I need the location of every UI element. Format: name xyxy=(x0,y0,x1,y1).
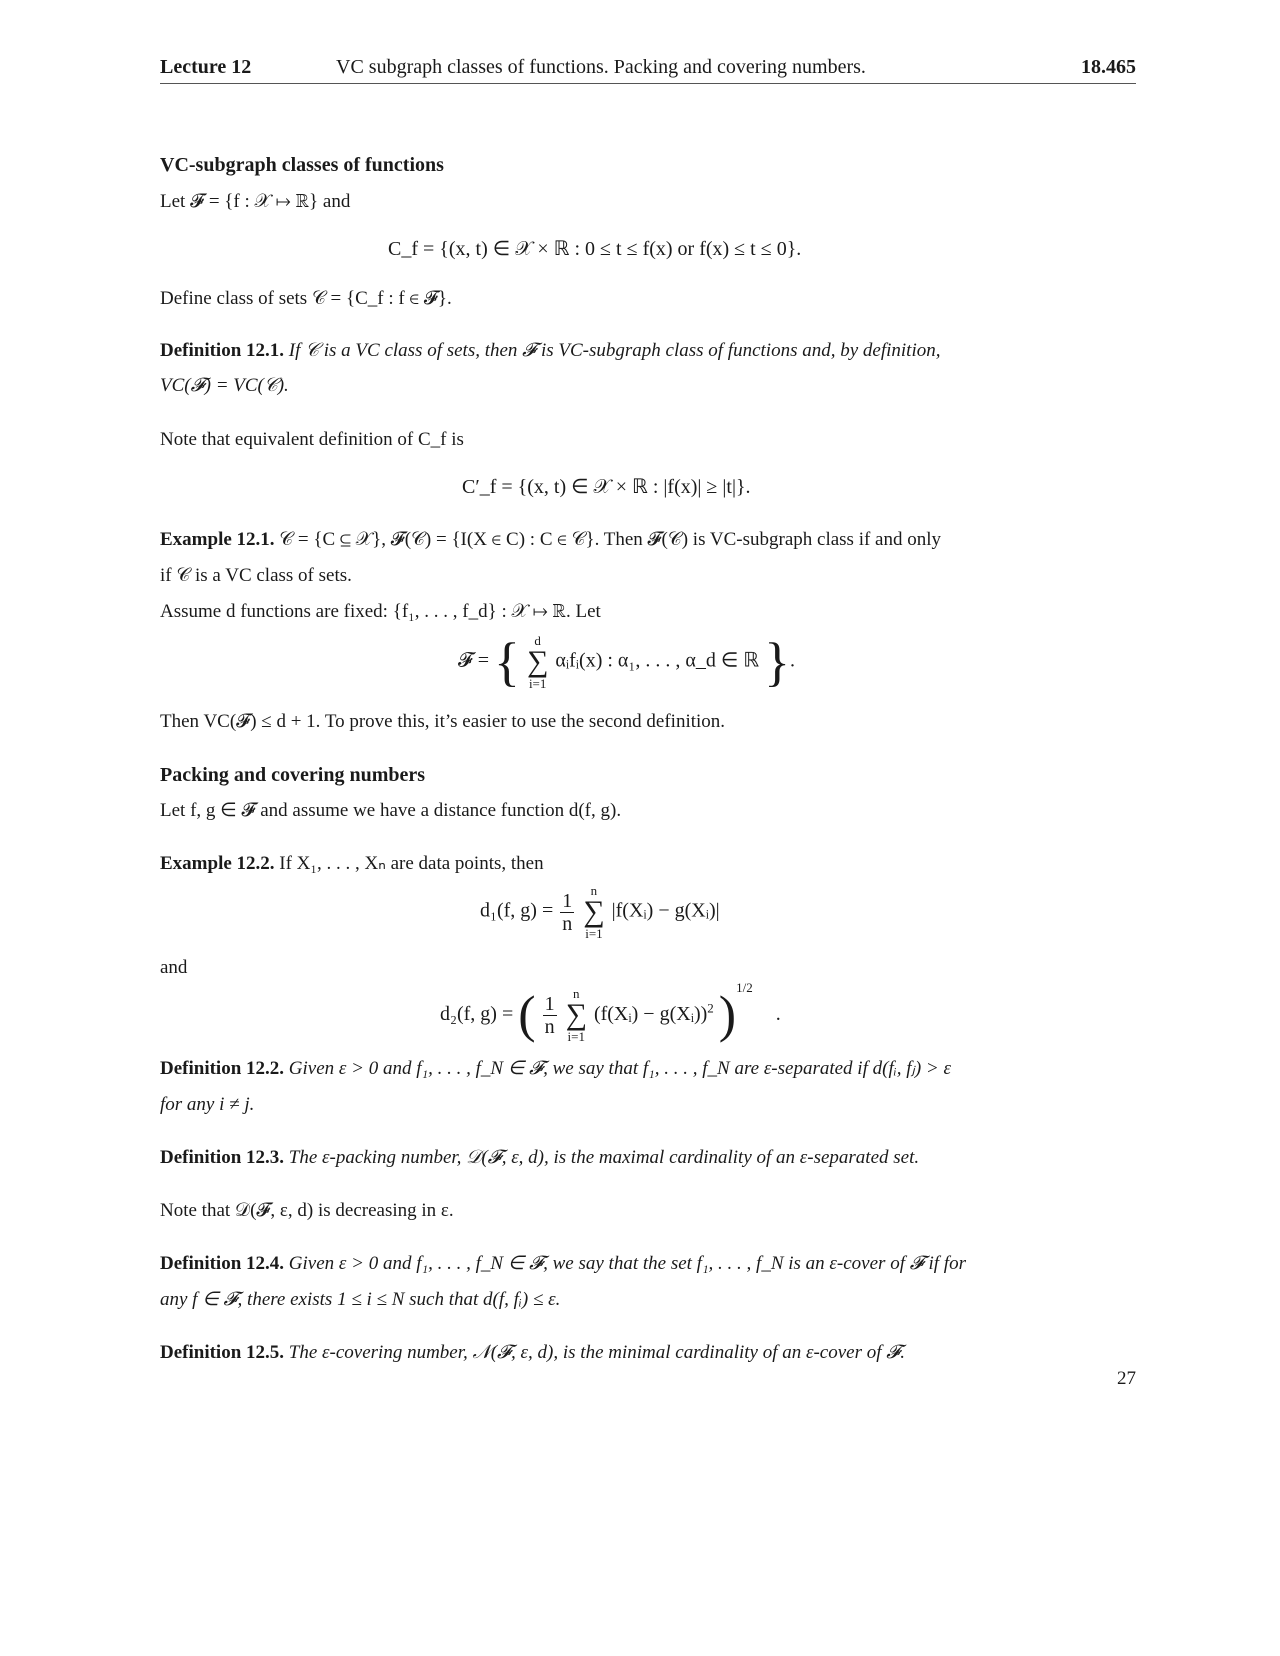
summation-symbol xyxy=(583,884,604,940)
definition-12-1-line1 xyxy=(160,338,940,364)
definition-12-1-label: Definition 12.1. xyxy=(160,340,285,361)
sum-upper-limit: n xyxy=(590,883,598,898)
example-12-2 xyxy=(160,851,544,877)
equation-d2 xyxy=(440,980,781,1043)
section-title-vc-subgraph: VC-subgraph classes of functions xyxy=(160,154,444,176)
definition-12-5-text: The ε-covering number, 𝒩(𝓕, ε, d), is the minimal cardinality of an ε-cover of 𝓕. xyxy=(288,1342,906,1363)
definition-12-4-line1 xyxy=(160,1251,966,1277)
definition-12-2-text: Given ε > 0 and f₁, . . . , f_N ∈ 𝓕, we say that f₁, . . . , f_N are ε-separated if d(fᵢ, fⱼ) > ε xyxy=(288,1058,951,1079)
summation-symbol xyxy=(527,634,548,690)
sum-upper-limit: d xyxy=(534,633,541,648)
fraction-1-over-n xyxy=(560,890,574,935)
square-exponent: 2 xyxy=(707,1000,714,1016)
paragraph-distance-function: Let f, g ∈ 𝓕 and assume we have a distance function d(f, g). xyxy=(160,800,622,821)
definition-12-2-line2: for any i ≠ j. xyxy=(160,1094,255,1115)
equation-period: . xyxy=(775,1003,781,1025)
paragraph-let-F: Let 𝓕 = {f : 𝒳 ↦ ℝ} and xyxy=(160,191,351,212)
sum-lower-limit: i=1 xyxy=(585,926,603,941)
definition-12-3-label: Definition 12.3. xyxy=(160,1147,285,1168)
sigma-glyph: ∑ xyxy=(526,645,549,678)
definition-12-1-text: If 𝒞 is a VC class of sets, then 𝓕 is VC-subgraph class of functions and, by definition, xyxy=(288,340,941,361)
word-and: and xyxy=(160,957,188,978)
definition-12-5 xyxy=(160,1340,905,1366)
fraction-numerator: 1 xyxy=(562,889,573,912)
example-12-1-line1 xyxy=(160,527,941,553)
definition-12-5-label: Definition 12.5. xyxy=(160,1342,285,1363)
equation-F-body: αᵢfᵢ(x) : α₁, . . . , α_d ∈ ℝ xyxy=(555,649,760,672)
definition-12-4-text: Given ε > 0 and f₁, . . . , f_N ∈ 𝓕, we say that the set f₁, . . . , f_N is an ε-cover of 𝓕 if for xyxy=(288,1253,966,1274)
definition-12-4-line2: any f ∈ 𝓕, there exists 1 ≤ i ≤ N such that d(f, fᵢ) ≤ ε. xyxy=(160,1289,561,1310)
half-exponent: 1/2 xyxy=(736,980,753,995)
fraction-denominator: n xyxy=(562,912,573,935)
example-12-2-label: Example 12.2. xyxy=(160,853,275,874)
equation-d1-body: |f(Xᵢ) − g(Xᵢ)| xyxy=(611,899,720,922)
sum-lower-limit: i=1 xyxy=(567,1029,585,1045)
paragraph-decreasing: Note that 𝒟(𝓕, ε, d) is decreasing in ε. xyxy=(160,1200,454,1221)
left-paren: ( xyxy=(518,986,536,1044)
example-12-1-line2: if 𝒞 is a VC class of sets. xyxy=(160,565,352,586)
example-12-1-text: 𝒞 = {C ⊆ 𝒳}, 𝓕(𝒞) = {I(X ∈ C) : C ∈ 𝒞}. Then 𝓕(𝒞) is VC-subgraph class if and only xyxy=(279,529,942,550)
definition-12-3-text: The ε-packing number, 𝒟(𝓕, ε, d), is the maximal cardinality of an ε-separated set. xyxy=(288,1147,920,1168)
equation-F-lhs: 𝓕 = xyxy=(458,649,490,672)
paragraph-equivalent-def: Note that equivalent definition of C_f is xyxy=(160,429,464,450)
example-12-2-text: If X₁, . . . , Xₙ are data points, then xyxy=(279,853,544,874)
equation-d2-body: (f(Xᵢ) − g(Xᵢ)) xyxy=(593,1003,708,1025)
fraction-numerator: 1 xyxy=(544,992,555,1015)
page-number: 27 xyxy=(1117,1368,1136,1389)
equation-Cf-prime: C′_f = {(x, t) ∈ 𝒳 × ℝ : |f(x)| ≥ |t|}. xyxy=(462,476,751,498)
paragraph-assume-d: Assume d functions are fixed: {f₁, . . . , f_d} : 𝒳 ↦ ℝ. Let xyxy=(160,601,601,622)
right-paren: ) xyxy=(718,986,737,1044)
definition-12-4-label: Definition 12.4. xyxy=(160,1253,285,1274)
right-brace: } xyxy=(764,632,791,692)
section-title-packing: Packing and covering numbers xyxy=(160,764,426,786)
equation-Cf: C_f = {(x, t) ∈ 𝒳 × ℝ : 0 ≤ t ≤ f(x) or f(x) ≤ t ≤ 0}. xyxy=(388,238,802,260)
fraction-1-over-n xyxy=(543,993,557,1038)
equation-F-linear-span xyxy=(458,634,795,690)
header-lecture: Lecture 12 xyxy=(160,56,252,78)
sigma-glyph: ∑ xyxy=(565,998,587,1032)
equation-period: . xyxy=(790,649,796,672)
paragraph-define-class: Define class of sets 𝒞 = {C_f : f ∈ 𝓕}. xyxy=(160,288,452,309)
example-12-1-label: Example 12.1. xyxy=(160,529,275,550)
definition-12-2-label: Definition 12.2. xyxy=(160,1058,285,1079)
fraction-denominator: n xyxy=(544,1015,555,1038)
header-title: VC subgraph classes of functions. Packing and covering numbers. xyxy=(336,56,866,78)
paragraph-then-vc: Then VC(𝓕) ≤ d + 1. To prove this, it’s easier to use the second definition. xyxy=(160,711,726,732)
header-rule xyxy=(160,83,1136,84)
sum-lower-limit: i=1 xyxy=(528,676,547,691)
header-course-number: 18.465 xyxy=(1081,56,1136,78)
definition-12-3 xyxy=(160,1145,919,1171)
definition-12-2-line1 xyxy=(160,1056,951,1082)
document-page xyxy=(160,0,1136,1656)
summation-symbol xyxy=(566,987,587,1043)
sigma-glyph: ∑ xyxy=(583,895,605,928)
sum-upper-limit: n xyxy=(573,986,580,1002)
equation-d2-lhs: d₂(f, g) = xyxy=(440,1003,514,1025)
equation-d1-lhs: d₁(f, g) = xyxy=(480,899,554,922)
equation-d1 xyxy=(480,884,720,940)
definition-12-1-line2: VC(𝓕) = VC(𝒞). xyxy=(160,375,289,396)
left-brace: { xyxy=(494,632,520,692)
